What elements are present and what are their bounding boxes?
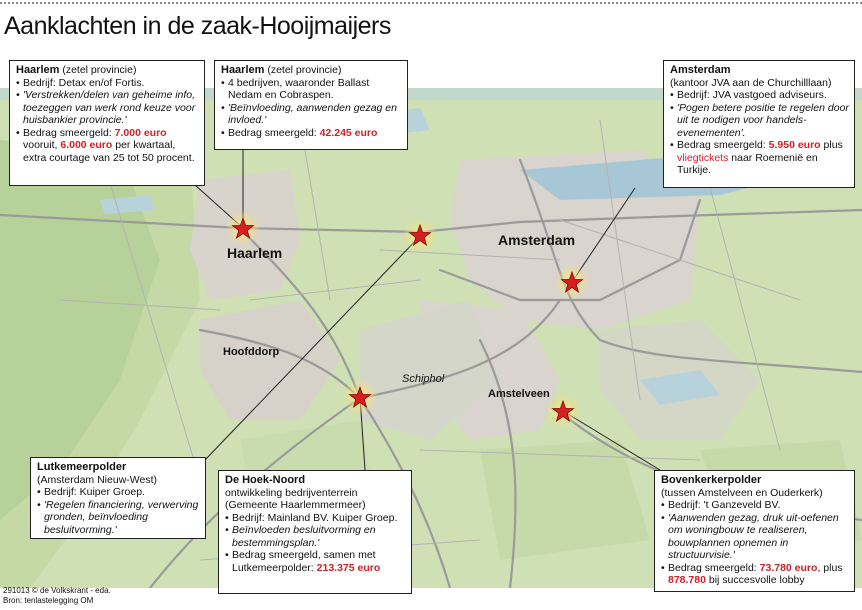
footer-source: Bron: tenlastelegging OM xyxy=(3,596,94,605)
callout-heading: Haarlem xyxy=(16,64,60,76)
map-label-amstelveen: Amstelveen xyxy=(488,388,550,400)
callout-heading-note: (zetel provincie) xyxy=(267,64,342,76)
callout-heading-note: (zetel provincie) xyxy=(62,64,137,76)
callout-subheading: (tussen Amstelveen en Ouderkerk) xyxy=(661,486,823,499)
callout-heading: Amsterdam xyxy=(670,64,731,76)
callout-heading: Haarlem xyxy=(221,64,265,76)
callout-bovenkerkerpolder xyxy=(654,470,855,592)
callout-de-hoek-noord xyxy=(218,470,412,594)
callout-bullet: • Bedrag smeergeld: 7.000 euro vooruit, 6.000 euro per kwartaal, extra courtage van 25 tot 50 procent. xyxy=(16,127,199,165)
callout-bullet: • 'Verstrekken/delen van geheime info, toezeggen van werk rond keuze voor huisbankier provincie.' xyxy=(16,89,199,127)
footer-credit xyxy=(3,586,111,606)
callout-bullet: • 'Aanwenden gezag, druk uit-oefenen om woningbouw te realiseren, bouwplannen opnemen in structuurvisie.' xyxy=(661,512,849,562)
callout-subheading: (kantoor JVA aan de Churchilllaan) xyxy=(670,76,832,89)
page-title: Aanklachten in de zaak-Hooijmaijers xyxy=(4,12,391,40)
callout-bullet: • Bedrijf: Kuiper Groep. xyxy=(37,486,200,499)
callout-bullet: • Bedrijf: 't Ganzeveld BV. xyxy=(661,499,849,512)
map-label-hoofddorp: Hoofddorp xyxy=(223,346,280,358)
callout-subheading: (Amsterdam Nieuw-West) xyxy=(37,473,157,486)
callout-lutkemeerpolder xyxy=(30,457,206,539)
map-label-haarlem: Haarlem xyxy=(227,245,283,261)
callout-bullet: • Bedrag smeergeld: 42.245 euro xyxy=(221,127,402,140)
map-label-schiphol: Schiphol xyxy=(402,373,445,385)
callout-heading: Bovenkerkerpolder xyxy=(661,474,762,486)
callout-haarlem-ballast xyxy=(214,60,408,150)
map-label-amsterdam: Amsterdam xyxy=(498,232,576,248)
top-dotted-rule xyxy=(0,2,862,4)
callout-bullet: • Bedrag smeergeld, samen met Lutkemeerpolder: 213.375 euro xyxy=(225,549,406,574)
callout-bullet: • Bedrijf: Detax en/of Fortis. xyxy=(16,77,199,90)
callout-bullet: • 4 bedrijven, waaronder Ballast Nedam en Cobraspen. xyxy=(221,77,402,102)
callout-haarlem-detax xyxy=(9,60,205,186)
callout-bullet: • 'Regelen financiering, verwerving gronden, beïnvloeding besluitvorming.' xyxy=(37,499,200,537)
callout-amsterdam-jva xyxy=(663,60,855,188)
callout-bullet: • Bedrijf: JVA vastgoed adviseurs. xyxy=(670,89,849,102)
callout-bullet: • Bedrag smeergeld: 73.780 euro, plus 878.780 bij succesvolle lobby xyxy=(661,562,849,587)
callout-bullet: • Beïnvloeden besluitvorming en bestemmingsplan.' xyxy=(225,524,406,549)
callout-subheading: (Gemeente Haarlemmermeer) xyxy=(225,499,366,511)
callout-subheading: ontwikkeling bedrijventerrein xyxy=(225,486,358,499)
callout-bullet: • Bedrag smeergeld: 5.950 euro plus vliegtickets naar Roemenië en Turkije. xyxy=(670,139,849,177)
footer-copyright: 291013 © de Volkskrant - eda. xyxy=(3,586,111,595)
callout-bullet: • 'Beïnvloeding, aanwenden gezag en invloed.' xyxy=(221,102,402,127)
callout-bullet: • 'Pogen betere positie te regelen door uit te nodigen voor handels-evenementen'. xyxy=(670,102,849,140)
callout-heading: Lutkemeerpolder xyxy=(37,461,127,473)
callout-bullet: • Bedrijf: Mainland BV. Kuiper Groep. xyxy=(225,512,406,525)
callout-heading: De Hoek-Noord xyxy=(225,474,306,486)
